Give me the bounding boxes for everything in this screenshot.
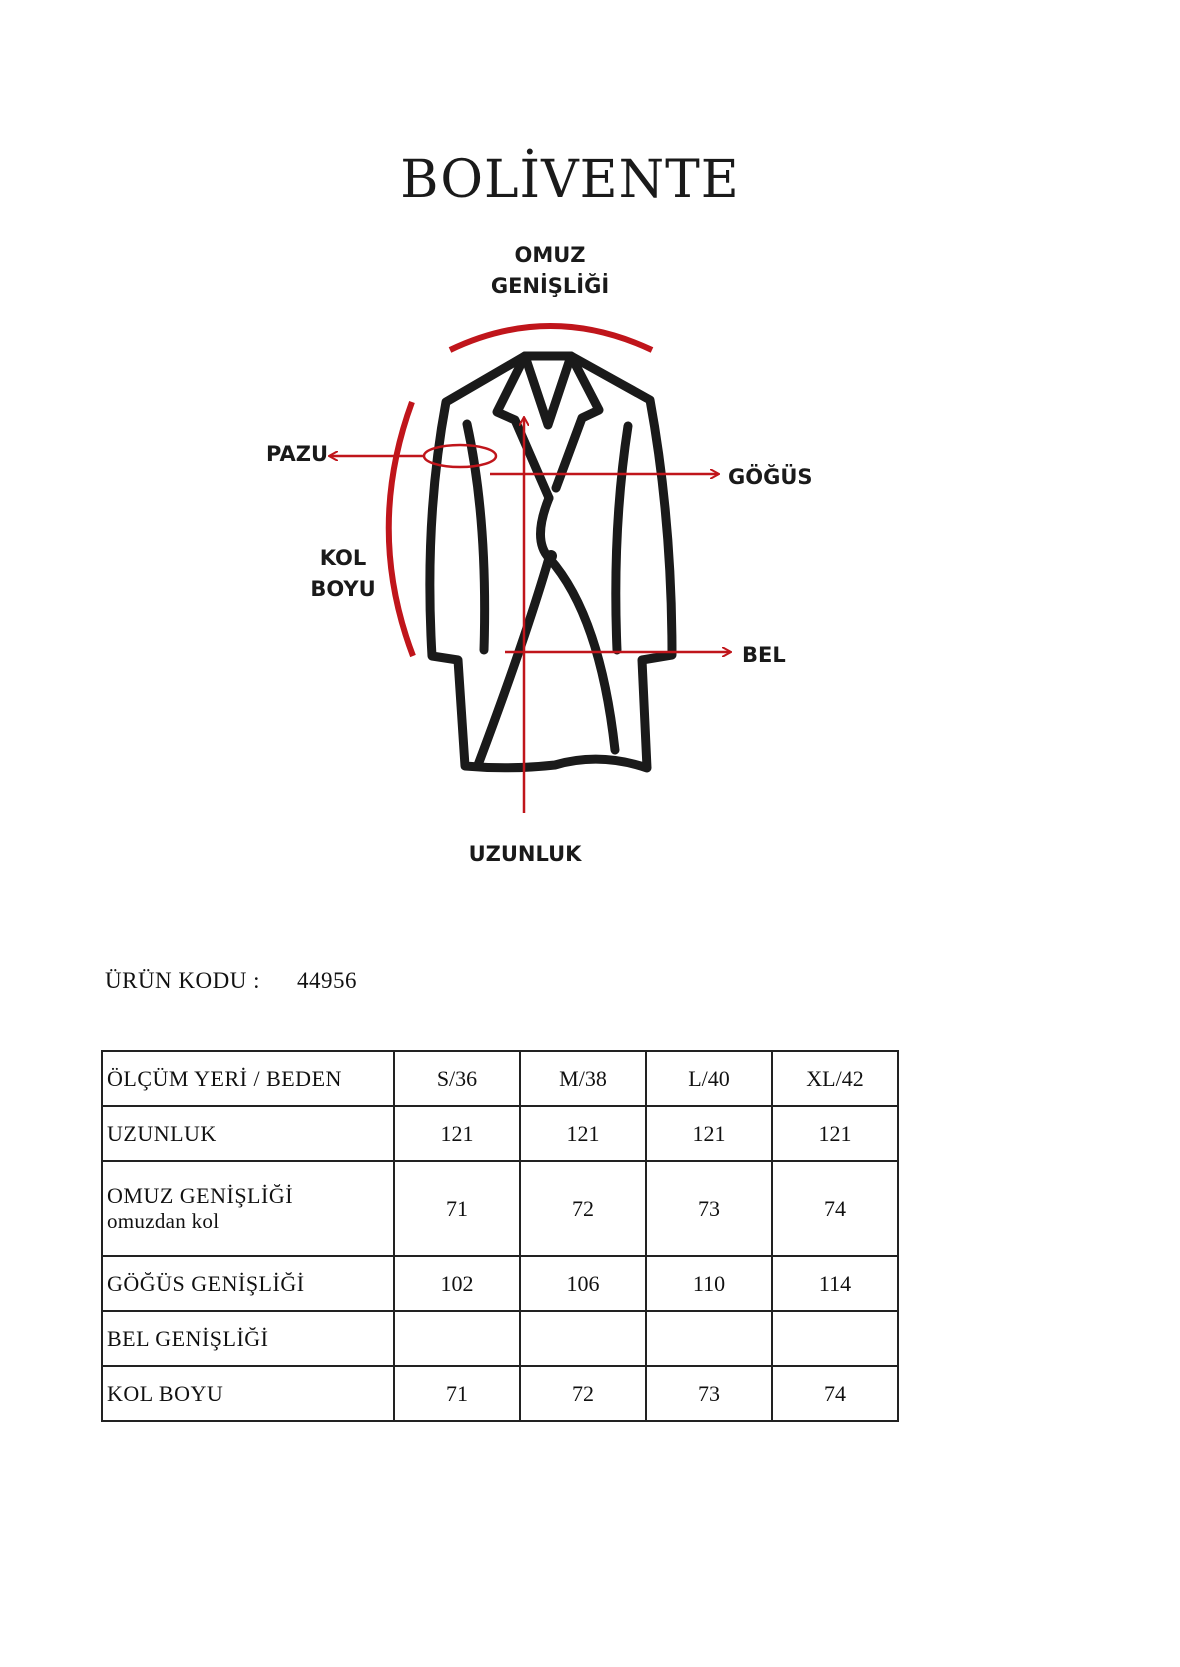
cell-value: 106 xyxy=(520,1256,646,1311)
cell-value: 72 xyxy=(520,1161,646,1256)
button-icon xyxy=(545,550,557,562)
sleeve-arc xyxy=(389,402,413,656)
label-bel: BEL xyxy=(742,643,786,667)
table-row xyxy=(102,1256,898,1311)
label-gogus: GÖĞÜS xyxy=(728,465,813,489)
header-size: M/38 xyxy=(520,1051,646,1106)
header-size: XL/42 xyxy=(772,1051,898,1106)
cell-value: 73 xyxy=(646,1161,772,1256)
cell-value: 121 xyxy=(772,1106,898,1161)
cell-value: 73 xyxy=(646,1366,772,1421)
cell-value: 72 xyxy=(520,1366,646,1421)
cell-value: 74 xyxy=(772,1366,898,1421)
row-label-sub: omuzdan kol xyxy=(107,1209,220,1233)
cell-value: 121 xyxy=(646,1106,772,1161)
label-omuz: OMUZ GENİŞLİĞİ xyxy=(490,243,610,298)
table-row xyxy=(102,1106,898,1161)
shoulder-arc xyxy=(450,326,652,350)
cell-value xyxy=(772,1311,898,1366)
row-label-main: OMUZ GENİŞLİĞİ xyxy=(107,1183,294,1208)
brand-logo: BOLİVENTE xyxy=(400,150,740,210)
cell-value xyxy=(646,1311,772,1366)
header-size: L/40 xyxy=(646,1051,772,1106)
label-kol-boyu: KOL BOYU xyxy=(310,546,376,601)
label-uzunluk: UZUNLUK xyxy=(468,842,582,866)
size-table xyxy=(101,1050,899,1422)
row-label: KOL BOYU xyxy=(102,1366,394,1421)
cell-value: 121 xyxy=(520,1106,646,1161)
cell-value: 71 xyxy=(394,1366,520,1421)
table-row xyxy=(102,1161,898,1256)
table-row xyxy=(102,1366,898,1421)
cell-value: 71 xyxy=(394,1161,520,1256)
cell-value: 74 xyxy=(772,1161,898,1256)
header-label: ÖLÇÜM YERİ / BEDEN xyxy=(102,1051,394,1106)
cell-value: 102 xyxy=(394,1256,520,1311)
table-row xyxy=(102,1311,898,1366)
cell-value xyxy=(394,1311,520,1366)
cell-value: 110 xyxy=(646,1256,772,1311)
coat-outline-icon xyxy=(430,356,672,768)
cell-value: 114 xyxy=(772,1256,898,1311)
header-size: S/36 xyxy=(394,1051,520,1106)
product-code xyxy=(105,968,357,994)
cell-value: 121 xyxy=(394,1106,520,1161)
product-code-value: 44956 xyxy=(297,968,357,993)
row-label xyxy=(102,1161,394,1256)
label-pazu: PAZU xyxy=(266,442,328,466)
product-code-label: ÜRÜN KODU : xyxy=(105,968,260,993)
row-label: BEL GENİŞLİĞİ xyxy=(102,1311,394,1366)
table-header-row xyxy=(102,1051,898,1106)
cell-value xyxy=(520,1311,646,1366)
row-label: GÖĞÜS GENİŞLİĞİ xyxy=(102,1256,394,1311)
row-label: UZUNLUK xyxy=(102,1106,394,1161)
